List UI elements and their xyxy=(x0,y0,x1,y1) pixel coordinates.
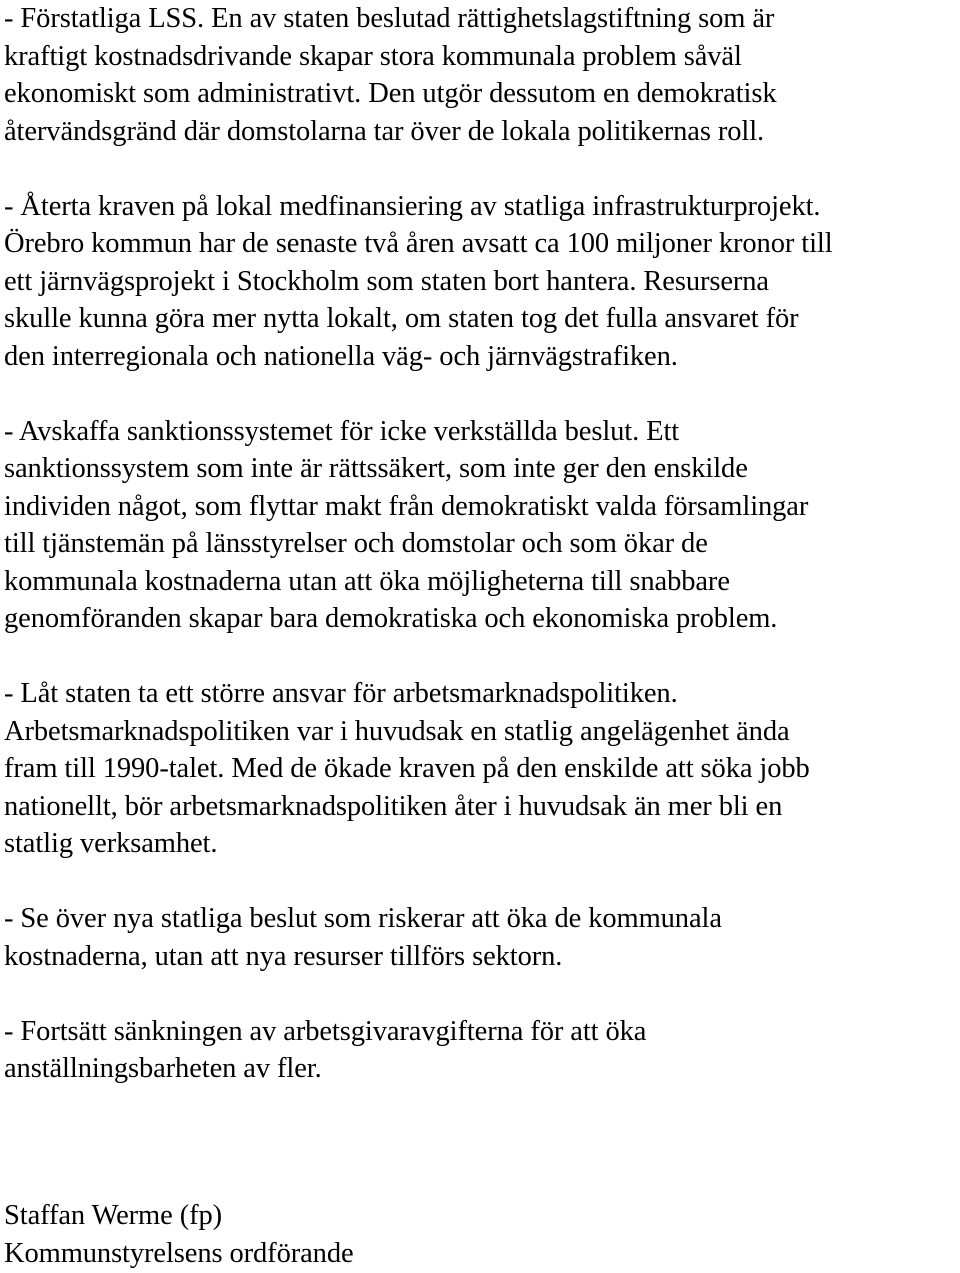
text-line: - Återta kraven på lokal medfinansiering av statliga infrastrukturprojekt. xyxy=(4,190,821,222)
text-line: kostnaderna, utan att nya resurser tillförs sektorn. xyxy=(4,940,563,972)
text-line: skulle kunna göra mer nytta lokalt, om staten tog det fulla ansvaret för xyxy=(4,303,799,334)
text-line: nationellt, bör arbetsmarknadspolitiken åter i huvudsak än mer bli en xyxy=(4,790,783,822)
text-line: fram till 1990-talet. Med de ökade kraven på den enskilde att söka jobb xyxy=(4,753,810,784)
paragraph-spacer xyxy=(4,863,958,901)
signature-name: Staffan Werme (fp) xyxy=(4,1200,223,1231)
paragraph-sanctions xyxy=(4,413,958,638)
text-line: Arbetsmarknadspolitiken var i huvudsak en statlig angelägenhet ända xyxy=(4,715,790,747)
text-line: återvändsgränd där domstolarna tar över de lokala politikernas roll. xyxy=(4,115,765,147)
paragraph-spacer xyxy=(4,375,958,413)
text-line: ett järnvägsprojekt i Stockholm som staten bort hantera. Resurserna xyxy=(4,265,769,297)
text-line: - Fortsätt sänkningen av arbetsgivaravgifterna för att öka xyxy=(4,1015,647,1047)
text-line: till tjänstemän på länsstyrelser och domstolar och som ökar de xyxy=(4,528,708,559)
paragraph-spacer xyxy=(4,638,958,676)
text-line: ekonomiskt som administrativt. Den utgör dessutom en demokratisk xyxy=(4,78,777,109)
paragraph-state-decisions xyxy=(4,900,958,975)
paragraph-lss xyxy=(4,0,958,150)
text-line: individen något, som flyttar makt från demokratiskt valda församlingar xyxy=(4,490,809,522)
signature-title: Kommunstyrelsens ordförande xyxy=(4,1237,354,1269)
paragraph-employer-fees xyxy=(4,1013,958,1088)
signature-block xyxy=(4,1197,354,1272)
text-line: kommunala kostnaderna utan att öka möjligheterna till snabbare xyxy=(4,565,730,597)
text-line: - Avskaffa sanktionssystemet för icke verkställda beslut. Ett xyxy=(4,415,680,447)
text-line: sanktionssystem som inte är rättssäkert, som inte ger den enskilde xyxy=(4,453,748,484)
text-line: statlig verksamhet. xyxy=(4,828,218,859)
paragraph-labour-market xyxy=(4,675,958,863)
paragraph-spacer xyxy=(4,975,958,1013)
paragraph-infrastructure xyxy=(4,188,958,376)
text-line: anställningsbarheten av fler. xyxy=(4,1053,322,1084)
document-body xyxy=(4,0,958,1269)
text-line: Örebro kommun har de senaste två åren avsatt ca 100 miljoner kronor till xyxy=(4,228,833,259)
text-line: den interregionala och nationella väg- och järnvägstrafiken. xyxy=(4,340,678,372)
paragraph-spacer xyxy=(4,150,958,188)
text-line: - Låt staten ta ett större ansvar för arbetsmarknadspolitiken. xyxy=(4,678,678,709)
text-line: genomföranden skapar bara demokratiska och ekonomiska problem. xyxy=(4,603,778,634)
text-line: kraftigt kostnadsdrivande skapar stora kommunala problem såväl xyxy=(4,40,742,72)
text-line: - Förstatliga LSS. En av staten beslutad rättighetslagstiftning som är xyxy=(4,3,775,34)
text-line: - Se över nya statliga beslut som riskerar att öka de kommunala xyxy=(4,903,722,934)
